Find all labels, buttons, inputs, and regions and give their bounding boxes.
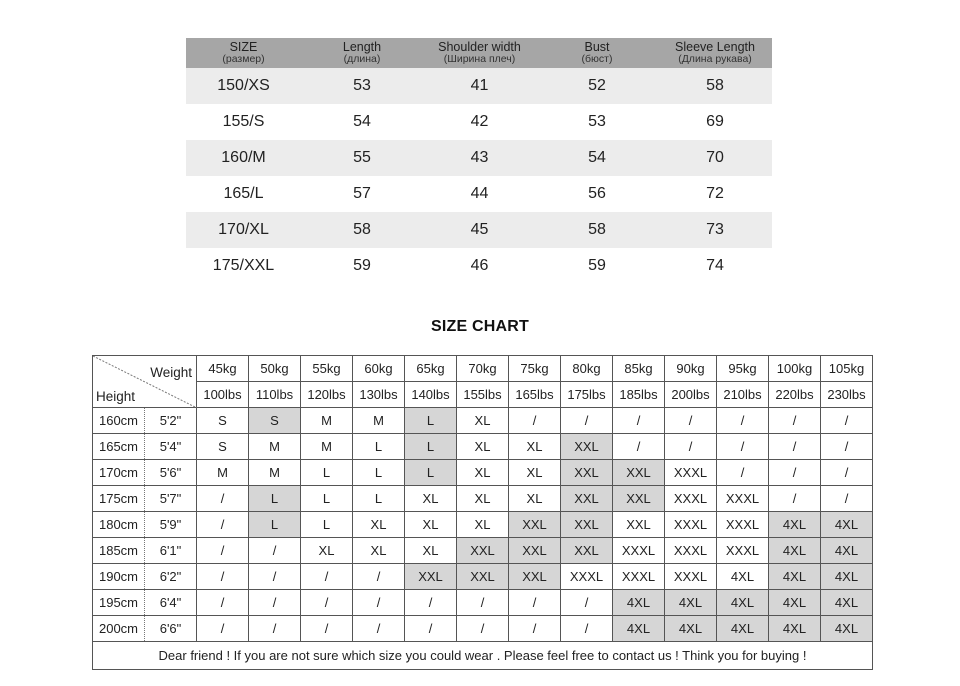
size-cell: M: [301, 408, 353, 434]
size-cell: 4XL: [717, 564, 769, 590]
measurement-row: [186, 176, 772, 212]
weight-lbs-cell: 165lbs: [509, 382, 561, 408]
size-cell: /: [301, 616, 353, 642]
size-cell: /: [353, 616, 405, 642]
size-cell: XXL: [561, 486, 613, 512]
height-cm-cell: 195cm: [93, 590, 145, 616]
height-row: [93, 434, 873, 460]
measurement-cell: 58: [658, 68, 772, 104]
size-cell: /: [457, 616, 509, 642]
weight-lbs-cell: 230lbs: [821, 382, 873, 408]
size-cell: /: [769, 486, 821, 512]
size-label-cell: 150/XS: [186, 68, 301, 104]
measurement-cell: 54: [536, 140, 658, 176]
measurement-cell: 52: [536, 68, 658, 104]
size-cell: XXL: [561, 460, 613, 486]
note-row: [93, 642, 873, 670]
size-cell: L: [301, 486, 353, 512]
size-cell: 4XL: [665, 590, 717, 616]
header-shoulder-width: [423, 38, 536, 68]
weight-kg-cell: 85kg: [613, 356, 665, 382]
height-cm-cell: 185cm: [93, 538, 145, 564]
size-cell: /: [301, 564, 353, 590]
measurement-cell: 46: [423, 248, 536, 284]
size-label-cell: 175/XXL: [186, 248, 301, 284]
size-label-cell: 155/S: [186, 104, 301, 140]
weight-kg-cell: 50kg: [249, 356, 301, 382]
size-cell: XXXL: [717, 538, 769, 564]
measurement-cell: 53: [301, 68, 423, 104]
size-cell: 4XL: [821, 564, 873, 590]
weight-kg-cell: 65kg: [405, 356, 457, 382]
size-cell: XXXL: [613, 538, 665, 564]
measurement-cell: 59: [301, 248, 423, 284]
size-cell: /: [249, 564, 301, 590]
size-cell: XL: [301, 538, 353, 564]
size-cell: 4XL: [769, 616, 821, 642]
weight-axis-label: Weight: [150, 365, 192, 380]
weight-kg-cell: 75kg: [509, 356, 561, 382]
size-cell: XXL: [509, 512, 561, 538]
size-cell: XXL: [561, 434, 613, 460]
size-cell: XL: [353, 538, 405, 564]
size-cell: /: [457, 590, 509, 616]
size-cell: /: [769, 408, 821, 434]
measurement-row: [186, 140, 772, 176]
size-chart-title: SIZE CHART: [431, 318, 529, 335]
size-cell: XXXL: [665, 564, 717, 590]
size-cell: XXXL: [561, 564, 613, 590]
size-cell: XL: [457, 434, 509, 460]
size-cell: /: [769, 434, 821, 460]
height-ft-cell: 5'9": [145, 512, 197, 538]
measurement-cell: 73: [658, 212, 772, 248]
height-ft-cell: 6'2": [145, 564, 197, 590]
size-cell: /: [197, 486, 249, 512]
size-cell: XL: [457, 460, 509, 486]
size-cell: /: [717, 460, 769, 486]
size-cell: XXL: [561, 538, 613, 564]
size-cell: XL: [457, 408, 509, 434]
size-cell: L: [353, 434, 405, 460]
header-bust: [536, 38, 658, 68]
height-row: [93, 564, 873, 590]
size-cell: /: [821, 434, 873, 460]
size-cell: /: [197, 616, 249, 642]
size-cell: XL: [405, 512, 457, 538]
size-cell: /: [821, 486, 873, 512]
size-cell: XXXL: [717, 512, 769, 538]
size-cell: L: [301, 460, 353, 486]
weight-lbs-cell: 185lbs: [613, 382, 665, 408]
size-cell: XL: [509, 434, 561, 460]
size-cell: L: [353, 486, 405, 512]
weight-lbs-row: [93, 382, 873, 408]
size-cell: S: [197, 434, 249, 460]
size-cell: M: [197, 460, 249, 486]
measurement-row: [186, 104, 772, 140]
size-cell: L: [353, 460, 405, 486]
size-cell: XXL: [405, 564, 457, 590]
size-cell: 4XL: [665, 616, 717, 642]
header-shoulder-en: Shoulder width: [438, 40, 521, 54]
size-cell: 4XL: [821, 590, 873, 616]
size-chart-body: [93, 356, 873, 670]
size-cell: /: [301, 590, 353, 616]
height-row: [93, 538, 873, 564]
size-cell: XXXL: [665, 460, 717, 486]
size-cell: 4XL: [769, 564, 821, 590]
size-cell: /: [509, 616, 561, 642]
size-cell: XL: [457, 512, 509, 538]
height-row: [93, 408, 873, 434]
header-sleeve-en: Sleeve Length: [675, 40, 755, 54]
size-cell: M: [249, 460, 301, 486]
weight-lbs-cell: 130lbs: [353, 382, 405, 408]
measurement-cell: 58: [536, 212, 658, 248]
weight-kg-cell: 60kg: [353, 356, 405, 382]
height-ft-cell: 5'7": [145, 486, 197, 512]
measurement-cell: 57: [301, 176, 423, 212]
measurement-cell: 58: [301, 212, 423, 248]
size-cell: XL: [353, 512, 405, 538]
header-length: [301, 38, 423, 68]
size-cell: 4XL: [613, 616, 665, 642]
size-cell: XXL: [561, 512, 613, 538]
header-length-en: Length: [342, 40, 382, 54]
weight-kg-cell: 90kg: [665, 356, 717, 382]
height-ft-cell: 5'4": [145, 434, 197, 460]
header-length-ru: (длина): [343, 53, 381, 65]
size-cell: 4XL: [769, 512, 821, 538]
size-label-cell: 165/L: [186, 176, 301, 212]
measurement-cell: 43: [423, 140, 536, 176]
weight-kg-cell: 70kg: [457, 356, 509, 382]
weight-lbs-cell: 200lbs: [665, 382, 717, 408]
header-size: [186, 38, 301, 68]
weight-lbs-cell: 220lbs: [769, 382, 821, 408]
measurement-cell: 56: [536, 176, 658, 212]
size-cell: XXL: [457, 538, 509, 564]
measurement-row: [186, 212, 772, 248]
size-cell: /: [197, 512, 249, 538]
size-cell: XL: [405, 538, 457, 564]
size-cell: 4XL: [821, 538, 873, 564]
measurement-cell: 54: [301, 104, 423, 140]
weight-kg-cell: 95kg: [717, 356, 769, 382]
size-cell: S: [197, 408, 249, 434]
size-cell: XL: [509, 486, 561, 512]
size-cell: 4XL: [821, 616, 873, 642]
size-cell: /: [613, 408, 665, 434]
size-cell: XXXL: [717, 486, 769, 512]
size-cell: XXL: [613, 460, 665, 486]
weight-lbs-cell: 120lbs: [301, 382, 353, 408]
height-cm-cell: 160cm: [93, 408, 145, 434]
size-cell: /: [561, 616, 613, 642]
size-cell: XXL: [457, 564, 509, 590]
weight-kg-cell: 45kg: [197, 356, 249, 382]
weight-kg-cell: 105kg: [821, 356, 873, 382]
weight-kg-cell: 80kg: [561, 356, 613, 382]
size-cell: /: [197, 564, 249, 590]
weight-lbs-cell: 175lbs: [561, 382, 613, 408]
height-cm-cell: 175cm: [93, 486, 145, 512]
size-cell: 4XL: [717, 616, 769, 642]
buyer-note: Dear friend ! If you are not sure which size you could wear . Please feel free to contact us ! Think you for buying !: [93, 642, 873, 670]
size-cell: L: [249, 512, 301, 538]
height-ft-cell: 6'6": [145, 616, 197, 642]
size-cell: /: [561, 408, 613, 434]
size-cell: /: [509, 408, 561, 434]
measurement-row: [186, 248, 772, 284]
size-cell: /: [561, 590, 613, 616]
height-cm-cell: 165cm: [93, 434, 145, 460]
measurement-cell: 53: [536, 104, 658, 140]
size-cell: 4XL: [717, 590, 769, 616]
measurement-header-row: [186, 38, 772, 68]
weight-lbs-cell: 155lbs: [457, 382, 509, 408]
size-cell: L: [405, 434, 457, 460]
size-cell: L: [405, 460, 457, 486]
size-cell: XL: [509, 460, 561, 486]
size-cell: /: [249, 616, 301, 642]
size-cell: M: [301, 434, 353, 460]
size-cell: /: [509, 590, 561, 616]
size-cell: XXXL: [665, 486, 717, 512]
measurement-cell: 41: [423, 68, 536, 104]
height-axis-label: Height: [96, 389, 136, 404]
height-cm-cell: 190cm: [93, 564, 145, 590]
weight-lbs-cell: 210lbs: [717, 382, 769, 408]
height-row: [93, 590, 873, 616]
weight-height-corner: [93, 356, 197, 408]
weight-kg-cell: 55kg: [301, 356, 353, 382]
measurement-row: [186, 68, 772, 104]
size-cell: 4XL: [769, 538, 821, 564]
header-sleeve-ru: (Длина рукава): [678, 53, 752, 65]
measurement-cell: 74: [658, 248, 772, 284]
measurement-cell: 70: [658, 140, 772, 176]
header-bust-ru: (бюст): [581, 53, 613, 65]
size-cell: XXXL: [665, 512, 717, 538]
size-cell: /: [353, 564, 405, 590]
size-cell: /: [613, 434, 665, 460]
height-cm-cell: 170cm: [93, 460, 145, 486]
size-cell: XXL: [509, 538, 561, 564]
size-cell: /: [197, 538, 249, 564]
size-cell: /: [353, 590, 405, 616]
size-cell: L: [301, 512, 353, 538]
weight-kg-cell: 100kg: [769, 356, 821, 382]
size-cell: 4XL: [769, 590, 821, 616]
size-label-cell: 170/XL: [186, 212, 301, 248]
height-ft-cell: 6'4": [145, 590, 197, 616]
measurement-cell: 59: [536, 248, 658, 284]
size-cell: /: [249, 590, 301, 616]
size-cell: XXL: [509, 564, 561, 590]
size-cell: S: [249, 408, 301, 434]
size-cell: XXXL: [665, 538, 717, 564]
height-cm-cell: 180cm: [93, 512, 145, 538]
size-cell: /: [405, 590, 457, 616]
size-cell: XL: [405, 486, 457, 512]
size-cell: 4XL: [613, 590, 665, 616]
header-sleeve-length: [658, 38, 772, 68]
measurement-cell: 44: [423, 176, 536, 212]
size-cell: /: [249, 538, 301, 564]
height-row: [93, 486, 873, 512]
measurement-table: [186, 38, 772, 284]
measurement-cell: 55: [301, 140, 423, 176]
header-shoulder-ru: (Ширина плеч): [443, 53, 516, 65]
size-cell: L: [405, 408, 457, 434]
size-cell: /: [769, 460, 821, 486]
size-cell: /: [821, 408, 873, 434]
size-cell: XXL: [613, 486, 665, 512]
header-bust-en: Bust: [584, 40, 610, 54]
height-row: [93, 512, 873, 538]
height-row: [93, 460, 873, 486]
measurement-body: [186, 68, 772, 284]
size-cell: L: [249, 486, 301, 512]
weight-lbs-cell: 110lbs: [249, 382, 301, 408]
size-cell: XXXL: [613, 564, 665, 590]
weight-kg-row: [93, 356, 873, 382]
measurement-cell: 72: [658, 176, 772, 212]
header-size-en: SIZE: [229, 40, 258, 54]
size-chart-grid: [92, 355, 873, 670]
size-label-cell: 160/M: [186, 140, 301, 176]
measurement-cell: 45: [423, 212, 536, 248]
size-cell: /: [197, 590, 249, 616]
height-ft-cell: 6'1": [145, 538, 197, 564]
size-cell: /: [821, 460, 873, 486]
weight-lbs-cell: 100lbs: [197, 382, 249, 408]
size-cell: XL: [457, 486, 509, 512]
measurement-cell: 42: [423, 104, 536, 140]
height-row: [93, 616, 873, 642]
measurement-cell: 69: [658, 104, 772, 140]
size-cell: M: [353, 408, 405, 434]
size-cell: XXL: [613, 512, 665, 538]
size-cell: /: [717, 434, 769, 460]
size-cell: /: [717, 408, 769, 434]
weight-lbs-cell: 140lbs: [405, 382, 457, 408]
size-cell: /: [665, 408, 717, 434]
height-cm-cell: 200cm: [93, 616, 145, 642]
header-size-ru: (размер): [222, 53, 265, 65]
size-cell: M: [249, 434, 301, 460]
size-cell: /: [405, 616, 457, 642]
height-ft-cell: 5'6": [145, 460, 197, 486]
size-cell: 4XL: [821, 512, 873, 538]
height-ft-cell: 5'2": [145, 408, 197, 434]
size-cell: /: [665, 434, 717, 460]
